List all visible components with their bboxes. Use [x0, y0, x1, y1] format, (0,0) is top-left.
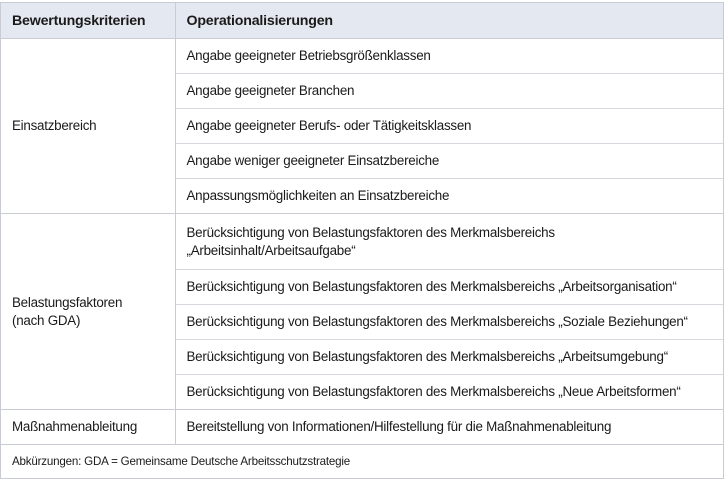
- operationalization-cell: Berücksichtigung von Belastungsfaktoren des Merkmalsbereichs „Arbeitsumgebung“: [175, 340, 723, 375]
- operationalization-cell: Bereitstellung von Informationen/Hilfestellung für die Maßnahmenableitung: [175, 410, 723, 445]
- column-header-operationalization: Operationalisierungen: [175, 3, 723, 39]
- criterion-cell-belastungsfaktoren: [1, 214, 175, 410]
- criterion-cell-einsatzbereich: Einsatzbereich: [1, 39, 175, 214]
- criterion-line: (nach GDA): [12, 312, 81, 328]
- footnote-row: [1, 445, 723, 479]
- criterion-line: Belastungsfaktoren: [12, 294, 123, 310]
- criterion-cell-massnahmenableitung: Maßnahmenableitung: [1, 410, 175, 445]
- operationalization-cell: Anpassungsmöglichkeiten an Einsatzbereiche: [175, 179, 723, 214]
- operationalization-cell: Angabe geeigneter Branchen: [175, 74, 723, 109]
- criteria-table-container: [0, 2, 724, 479]
- table-header-row: [1, 3, 723, 39]
- operationalization-cell: Angabe geeigneter Berufs- oder Tätigkeitsklassen: [175, 109, 723, 144]
- operationalization-cell: Berücksichtigung von Belastungsfaktoren des Merkmalsbereichs „Soziale Beziehungen“: [175, 305, 723, 340]
- operationalization-cell: Angabe weniger geeigneter Einsatzbereiche: [175, 144, 723, 179]
- criteria-table: [1, 3, 723, 478]
- operationalization-cell: Berücksichtigung von Belastungsfaktoren des Merkmalsbereichs „Arbeitsorganisation“: [175, 270, 723, 305]
- operationalization-line: Berücksichtigung von Belastungsfaktoren des Merkmalsbereichs: [186, 224, 555, 240]
- column-header-criteria: Bewertungskriterien: [1, 3, 175, 39]
- operationalization-cell: Angabe geeigneter Betriebsgrößenklassen: [175, 39, 723, 74]
- operationalization-cell: Berücksichtigung von Belastungsfaktoren des Merkmalsbereichs „Neue Arbeitsformen“: [175, 375, 723, 410]
- operationalization-cell: [175, 214, 723, 270]
- table-row: [1, 410, 723, 445]
- table-row: [1, 39, 723, 74]
- table-row: [1, 214, 723, 270]
- footnote: Abkürzungen: GDA = Gemeinsame Deutsche Arbeitsschutzstrategie: [12, 454, 351, 468]
- operationalization-line: „Arbeitsinhalt/Arbeitsaufgabe“: [186, 242, 356, 258]
